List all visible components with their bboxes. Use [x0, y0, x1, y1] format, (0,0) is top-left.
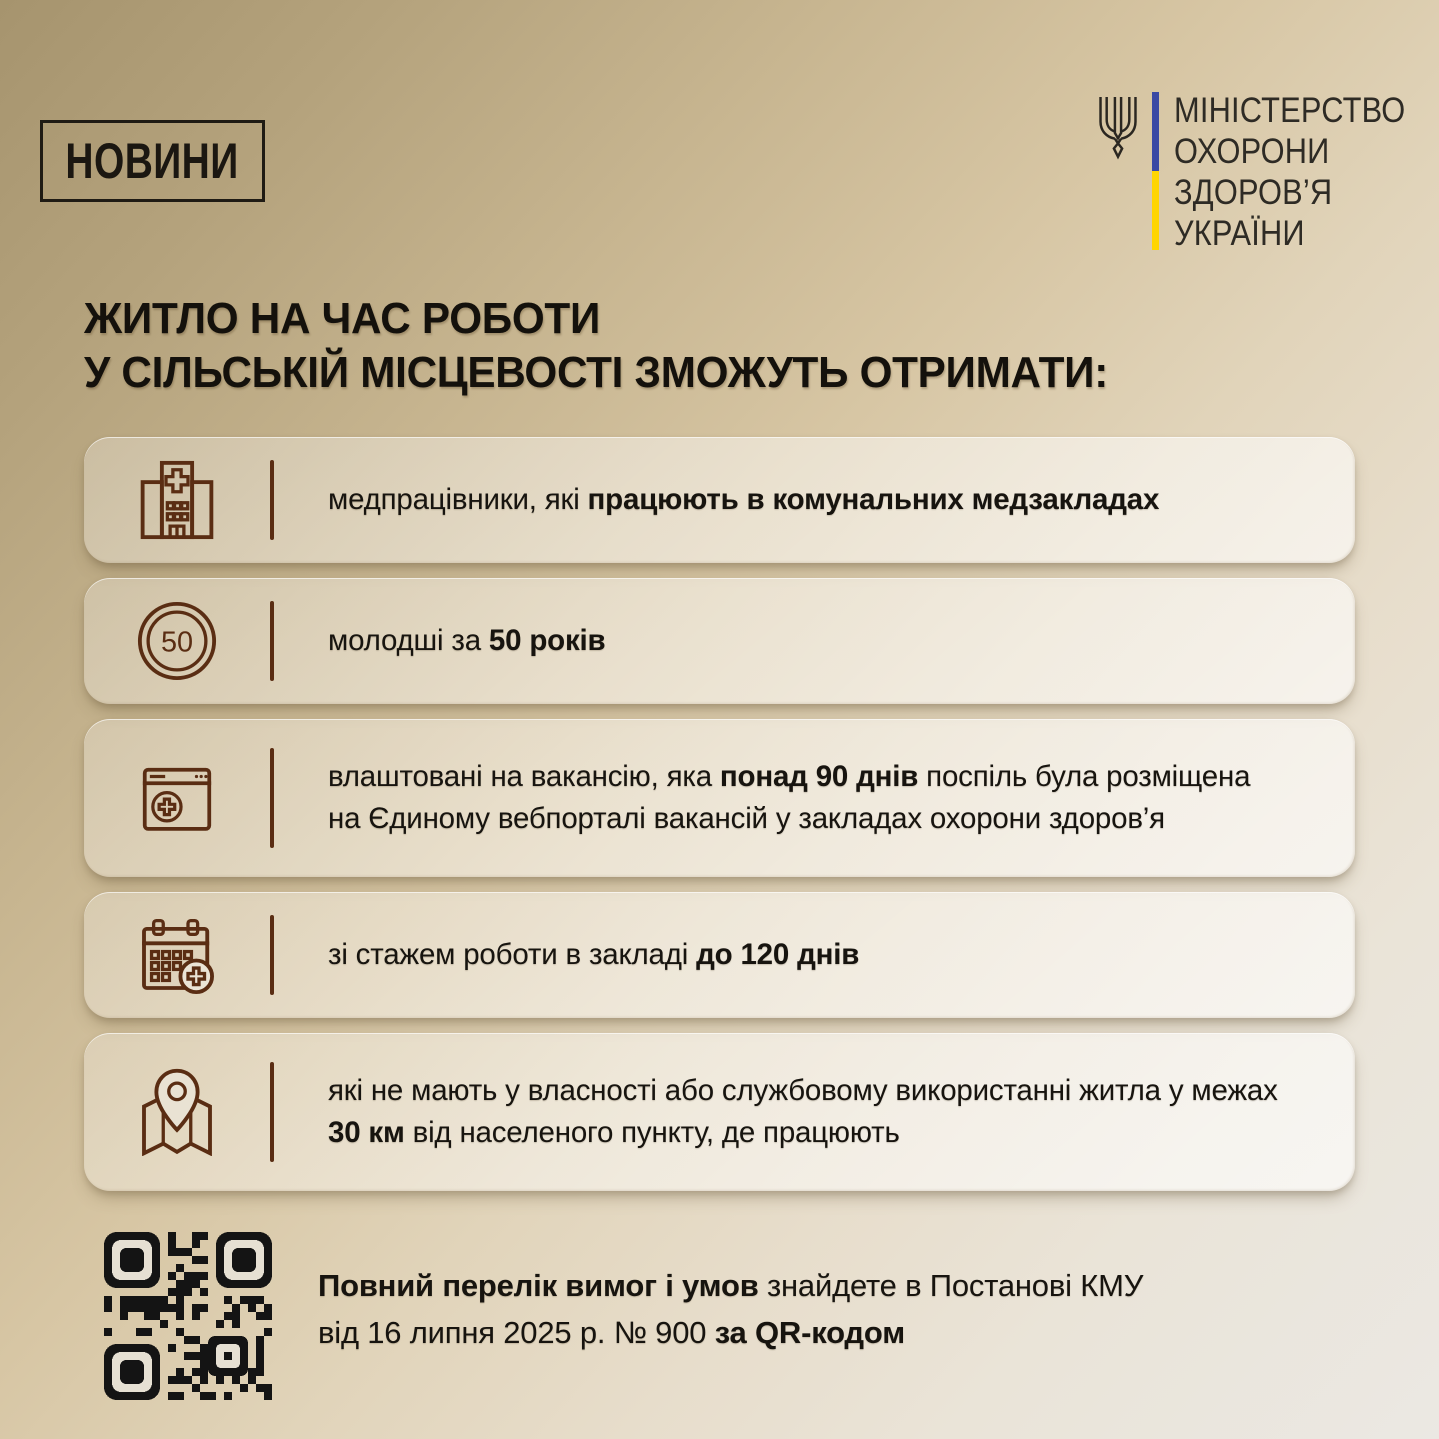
card-divider	[270, 460, 274, 540]
flag-color-bar	[1152, 92, 1159, 250]
flag-blue-segment	[1152, 92, 1159, 171]
card-medworkers	[84, 437, 1355, 563]
card-work-experience	[84, 892, 1355, 1018]
ministry-name-line: ЗДОРОВ’Я	[1174, 173, 1333, 212]
page-title-line1: ЖИТЛО НА ЧАС РОБОТИ	[84, 294, 601, 343]
card-no-housing	[84, 1033, 1355, 1191]
card-divider	[270, 915, 274, 995]
card-text: молодші за 50 років	[328, 624, 606, 658]
age-50-circle-icon	[84, 597, 270, 685]
ukraine-trident-icon	[1093, 95, 1143, 167]
card-text: зі стажем роботи в закладі до 120 днів	[328, 938, 860, 972]
ministry-name-line: МІНІСТЕРСТВО	[1174, 91, 1406, 130]
card-divider	[270, 601, 274, 681]
qr-code	[104, 1232, 272, 1400]
ministry-name	[1174, 90, 1405, 254]
page-title-line2: У СІЛЬСЬКІЙ МІСЦЕВОСТІ ЗМОЖУТЬ ОТРИМАТИ:	[84, 348, 1109, 398]
card-vacancy-portal	[84, 719, 1355, 877]
hospital-building-icon	[84, 456, 270, 544]
page-title	[84, 292, 1108, 400]
card-text: медпрацівники, які працюють в комунальних медзакладах	[328, 483, 1160, 517]
calendar-medical-icon	[84, 911, 270, 999]
ministry-name-line: УКРАЇНИ	[1174, 214, 1305, 253]
card-divider	[270, 748, 274, 848]
vacancy-portal-icon	[84, 755, 270, 841]
news-badge-label: НОВИНИ	[65, 133, 240, 189]
age-number: 50	[160, 626, 194, 659]
card-text: влаштовані на вакансію, яка понад 90 днів поспіль була розміщена на Єдиному вебпорталі вакансій у закладах охорони здоров’я	[328, 760, 1251, 835]
card-age-limit	[84, 578, 1355, 704]
ministry-name-line: ОХОРОНИ	[1174, 132, 1330, 171]
footer-note: Повний перелік вимог і умов знайдете в Постанові КМУ від 16 липня 2025 р. № 900 за QR-кодом	[318, 1268, 1144, 1350]
news-badge	[40, 120, 265, 202]
ministry-logo	[1093, 90, 1437, 254]
map-location-pin-icon	[84, 1068, 270, 1156]
card-text: які не мають у власності або службовому використанні житла у межах 30 км від населеного пункту, де працюють	[328, 1074, 1278, 1149]
criteria-card-list	[84, 437, 1355, 1191]
flag-yellow-segment	[1152, 171, 1159, 250]
card-divider	[270, 1062, 274, 1162]
